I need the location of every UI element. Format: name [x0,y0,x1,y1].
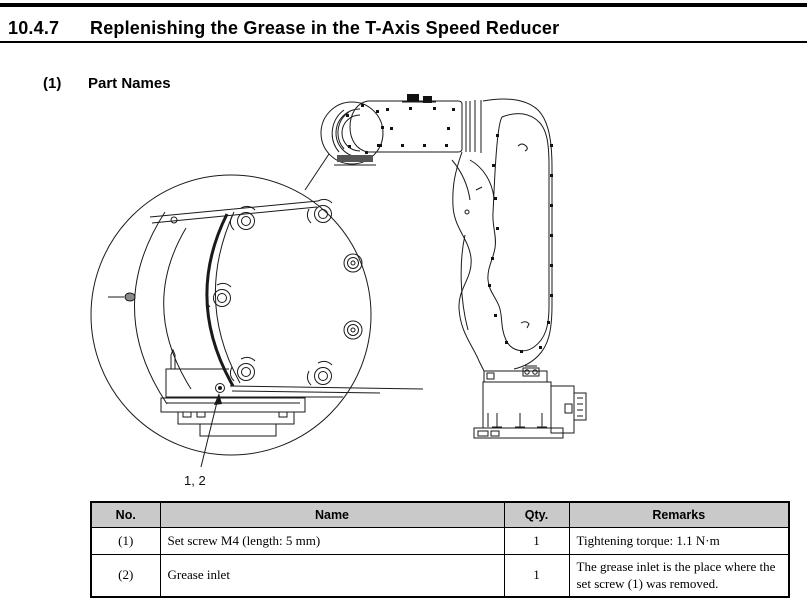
cell-no: (1) [91,527,160,554]
callout-circle [305,102,384,190]
cell-no: (2) [91,554,160,597]
cell-name: Grease inlet [160,554,504,597]
col-header-qty: Qty. [504,502,569,527]
part-label: 1, 2 [184,473,206,488]
cell-remarks: Tightening torque: 1.1 N·m [569,527,789,554]
table-row [91,554,789,597]
robot-arm [350,94,481,153]
cell-remarks: The grease inlet is the place where the set screw (1) was removed. [569,554,789,597]
callout-arrow [201,393,222,467]
subsection-label: (1) [43,75,62,92]
table-row [91,527,789,554]
set-screw [216,384,225,393]
section-number: 10.4.7 [8,18,60,38]
robot-base [474,366,586,438]
cell-qty: 1 [504,527,569,554]
col-header-remarks: Remarks [569,502,789,527]
col-header-no: No. [91,502,160,527]
section-title: Replenishing the Grease in the T-Axis Speed Reducer [90,18,560,38]
cell-qty: 1 [504,554,569,597]
detail-circle [91,175,438,488]
cell-name: Set screw M4 (length: 5 mm) [160,527,504,554]
part-names-table [90,501,790,598]
table-header-row [91,502,789,527]
col-header-name: Name [160,502,504,527]
leader-line [305,154,329,190]
subsection-title: Part Names [88,75,171,92]
detail-base [161,350,438,436]
robot-body [452,99,553,371]
